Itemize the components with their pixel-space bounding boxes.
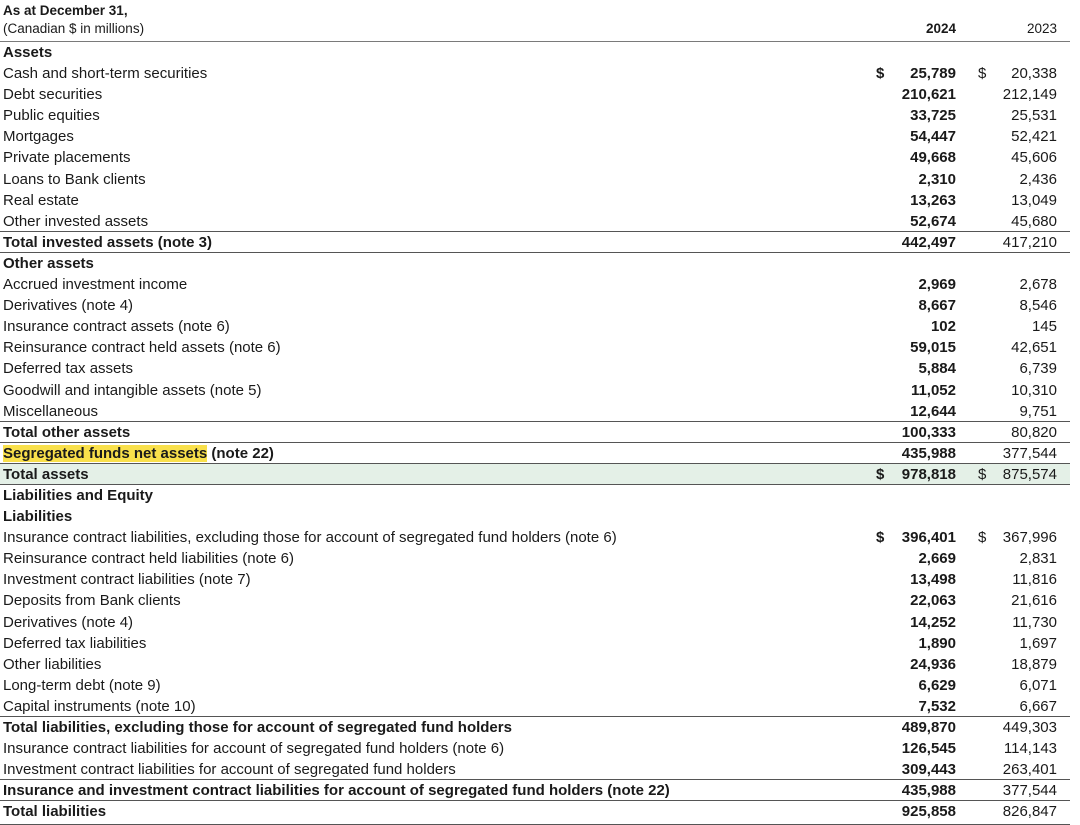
- table-row: [0, 84, 1070, 105]
- table-row: [0, 190, 1070, 211]
- row-label: Capital instruments (note 10): [3, 697, 196, 715]
- table-row: [0, 633, 1070, 654]
- value-2024: 489,870: [901, 719, 956, 736]
- value-2023: 114,143: [1003, 740, 1057, 758]
- value-2024: 435,988: [901, 782, 956, 800]
- row-label: Private placements: [3, 149, 131, 167]
- value-2024: 12,644: [910, 402, 956, 420]
- value-2024: 52,674: [910, 212, 956, 230]
- value-2024: 2,310: [918, 170, 956, 188]
- table-row: [0, 569, 1070, 590]
- value-2024: 126,545: [901, 740, 956, 758]
- row-label: Goodwill and intangible assets (note 5): [3, 381, 262, 399]
- table-row: [0, 654, 1070, 675]
- value-2024: 2,669: [918, 550, 956, 568]
- value-2024: 11,052: [910, 381, 956, 399]
- table-row: [0, 105, 1070, 126]
- value-2024: 5,884: [918, 360, 956, 378]
- value-2023: 80,820: [1011, 423, 1057, 441]
- value-2023: 11,816: [1012, 571, 1057, 589]
- row-label: Reinsurance contract held assets (note 6): [3, 339, 281, 357]
- row-label: Loans to Bank clients: [3, 170, 146, 188]
- row-label: Long-term debt (note 9): [3, 676, 161, 694]
- currency-symbol-2023: $: [978, 465, 987, 483]
- row-label: Miscellaneous: [3, 402, 99, 420]
- table-row: [0, 506, 1070, 527]
- value-2024: 13,263: [910, 191, 956, 209]
- row-label: Reinsurance contract held liabilities (note 6): [3, 550, 294, 568]
- row-label: Insurance contract liabilities for account of segregated fund holders (note 6): [3, 740, 505, 758]
- row-label: Liabilities: [3, 508, 73, 526]
- table-row: [0, 717, 1070, 738]
- value-2024: 13,498: [910, 571, 956, 589]
- value-2024: 978,818: [901, 465, 956, 483]
- value-2023: 826,847: [1002, 803, 1057, 821]
- row-label: Derivatives (note 4): [3, 613, 134, 631]
- value-2023: 367,996: [1002, 529, 1057, 547]
- table-row: [0, 548, 1070, 569]
- table-row: [0, 527, 1070, 548]
- value-2023: 45,606: [1011, 149, 1057, 167]
- table-row: [0, 401, 1070, 422]
- currency-symbol-2024: $: [876, 465, 885, 483]
- row-label: Insurance contract liabilities, excluding those for account of segregated fund holders (note 6): [3, 529, 617, 547]
- currency-symbol-2023: $: [978, 65, 987, 83]
- value-2023: 10,310: [1011, 381, 1057, 399]
- row-label: Derivatives (note 4): [3, 297, 134, 315]
- value-2023: 9,751: [1019, 402, 1057, 420]
- value-2024: 309,443: [901, 761, 956, 779]
- row-label: [3, 443, 274, 464]
- table-row: [0, 612, 1070, 633]
- value-2023: 20,338: [1011, 65, 1057, 83]
- value-2023: 145: [1031, 318, 1057, 336]
- table-row: [0, 443, 1070, 464]
- value-2023: 18,879: [1011, 655, 1057, 673]
- table-row: [0, 253, 1070, 274]
- table-row: [0, 464, 1070, 485]
- value-2023: 8,546: [1019, 297, 1057, 315]
- value-2024: 49,668: [910, 149, 956, 167]
- row-label: Cash and short-term securities: [3, 65, 208, 83]
- currency-symbol-2024: $: [876, 65, 885, 83]
- value-2024: 33,725: [910, 107, 956, 125]
- value-2023: 875,574: [1002, 465, 1057, 483]
- table-row: [0, 696, 1070, 717]
- currency-symbol-2024: $: [876, 529, 885, 547]
- value-2023: 2,678: [1019, 276, 1057, 294]
- row-label: Total assets: [3, 465, 89, 483]
- table-row: [0, 126, 1070, 147]
- note-reference: (note 22): [207, 444, 274, 462]
- table-row: [0, 801, 1070, 822]
- row-label: Insurance and investment contract liabilities for account of segregated fund holders (note 22): [3, 782, 670, 800]
- column-header-2024: 2024: [925, 21, 956, 36]
- statement-rows: [0, 42, 1070, 822]
- row-label: Mortgages: [3, 128, 74, 146]
- value-2023: 52,421: [1011, 128, 1057, 146]
- value-2024: 435,988: [901, 444, 956, 462]
- value-2024: 59,015: [910, 339, 956, 357]
- value-2023: 25,531: [1011, 107, 1057, 125]
- value-2023: 417,210: [1002, 233, 1057, 251]
- table-row: [0, 337, 1070, 358]
- value-2023: 45,680: [1011, 212, 1057, 230]
- table-row: [0, 590, 1070, 611]
- row-label: Other assets: [3, 254, 94, 272]
- table-row: [0, 380, 1070, 401]
- value-2024: 25,789: [910, 65, 956, 83]
- row-label: Total invested assets (note 3): [3, 233, 212, 251]
- value-2024: 22,063: [910, 592, 956, 610]
- value-2023: 449,303: [1002, 719, 1057, 736]
- table-row: [0, 738, 1070, 759]
- table-row: [0, 42, 1070, 63]
- row-label: Real estate: [3, 191, 79, 209]
- value-2024: 24,936: [910, 655, 956, 673]
- value-2024: 396,401: [901, 529, 956, 547]
- row-label: Assets: [3, 44, 53, 61]
- value-2023: 263,401: [1002, 761, 1057, 779]
- row-label: Investment contract liabilities (note 7): [3, 571, 251, 589]
- table-row: [0, 147, 1070, 168]
- table-row: [0, 485, 1070, 506]
- row-label: Total liabilities, excluding those for account of segregated fund holders: [3, 719, 512, 736]
- table-row: [0, 422, 1070, 443]
- table-row: [0, 63, 1070, 84]
- value-2024: 925,858: [901, 803, 956, 821]
- value-2023: 6,071: [1019, 676, 1057, 694]
- table-row: [0, 675, 1070, 696]
- currency-symbol-2023: $: [978, 529, 987, 547]
- row-label: Insurance contract assets (note 6): [3, 318, 230, 336]
- value-2023: 21,616: [1011, 592, 1057, 610]
- row-label: Deposits from Bank clients: [3, 592, 181, 610]
- value-2024: 7,532: [918, 697, 956, 715]
- value-2024: 2,969: [918, 276, 956, 294]
- table-row: [0, 211, 1070, 232]
- value-2023: 377,544: [1002, 782, 1057, 800]
- value-2024: 102: [930, 318, 956, 336]
- as-at-heading: As at December 31,: [3, 3, 128, 18]
- row-label: Public equities: [3, 107, 100, 125]
- row-label: Investment contract liabilities for account of segregated fund holders: [3, 761, 456, 779]
- table-row: [0, 358, 1070, 379]
- row-label: Deferred tax liabilities: [3, 634, 147, 652]
- value-2023: 6,739: [1019, 360, 1057, 378]
- value-2024: 442,497: [901, 233, 956, 251]
- currency-note: (Canadian $ in millions): [3, 21, 145, 36]
- row-label: Accrued investment income: [3, 276, 188, 294]
- value-2024: 54,447: [910, 128, 956, 146]
- value-2024: 6,629: [918, 676, 956, 694]
- value-2023: 2,436: [1019, 170, 1057, 188]
- row-label: Debt securities: [3, 86, 103, 104]
- highlighted-text: Segregated funds net assets: [3, 444, 208, 462]
- value-2023: 1,697: [1019, 634, 1057, 652]
- row-label: Liabilities and Equity: [3, 486, 154, 504]
- row-label: Other liabilities: [3, 655, 102, 673]
- value-2024: 100,333: [901, 423, 956, 441]
- value-2023: 13,049: [1011, 191, 1057, 209]
- value-2023: 6,667: [1019, 697, 1057, 715]
- table-row: [0, 780, 1070, 801]
- value-2024: 1,890: [918, 634, 956, 652]
- value-2023: 377,544: [1002, 444, 1057, 462]
- column-header-2023: 2023: [1026, 21, 1057, 36]
- value-2023: 11,730: [1012, 613, 1057, 631]
- value-2023: 2,831: [1019, 550, 1057, 568]
- table-row: [0, 274, 1070, 295]
- row-label: Total liabilities: [3, 803, 107, 821]
- row-label: Deferred tax assets: [3, 360, 134, 378]
- table-row: [0, 295, 1070, 316]
- value-2024: 8,667: [918, 297, 956, 315]
- value-2023: 212,149: [1002, 86, 1057, 104]
- table-row: [0, 169, 1070, 190]
- table-row: [0, 759, 1070, 780]
- row-label: Total other assets: [3, 423, 131, 441]
- value-2024: 210,621: [901, 86, 956, 104]
- value-2024: 14,252: [910, 613, 956, 631]
- value-2023: 42,651: [1011, 339, 1057, 357]
- row-label: Other invested assets: [3, 212, 149, 230]
- table-row: [0, 316, 1070, 337]
- table-row: [0, 232, 1070, 253]
